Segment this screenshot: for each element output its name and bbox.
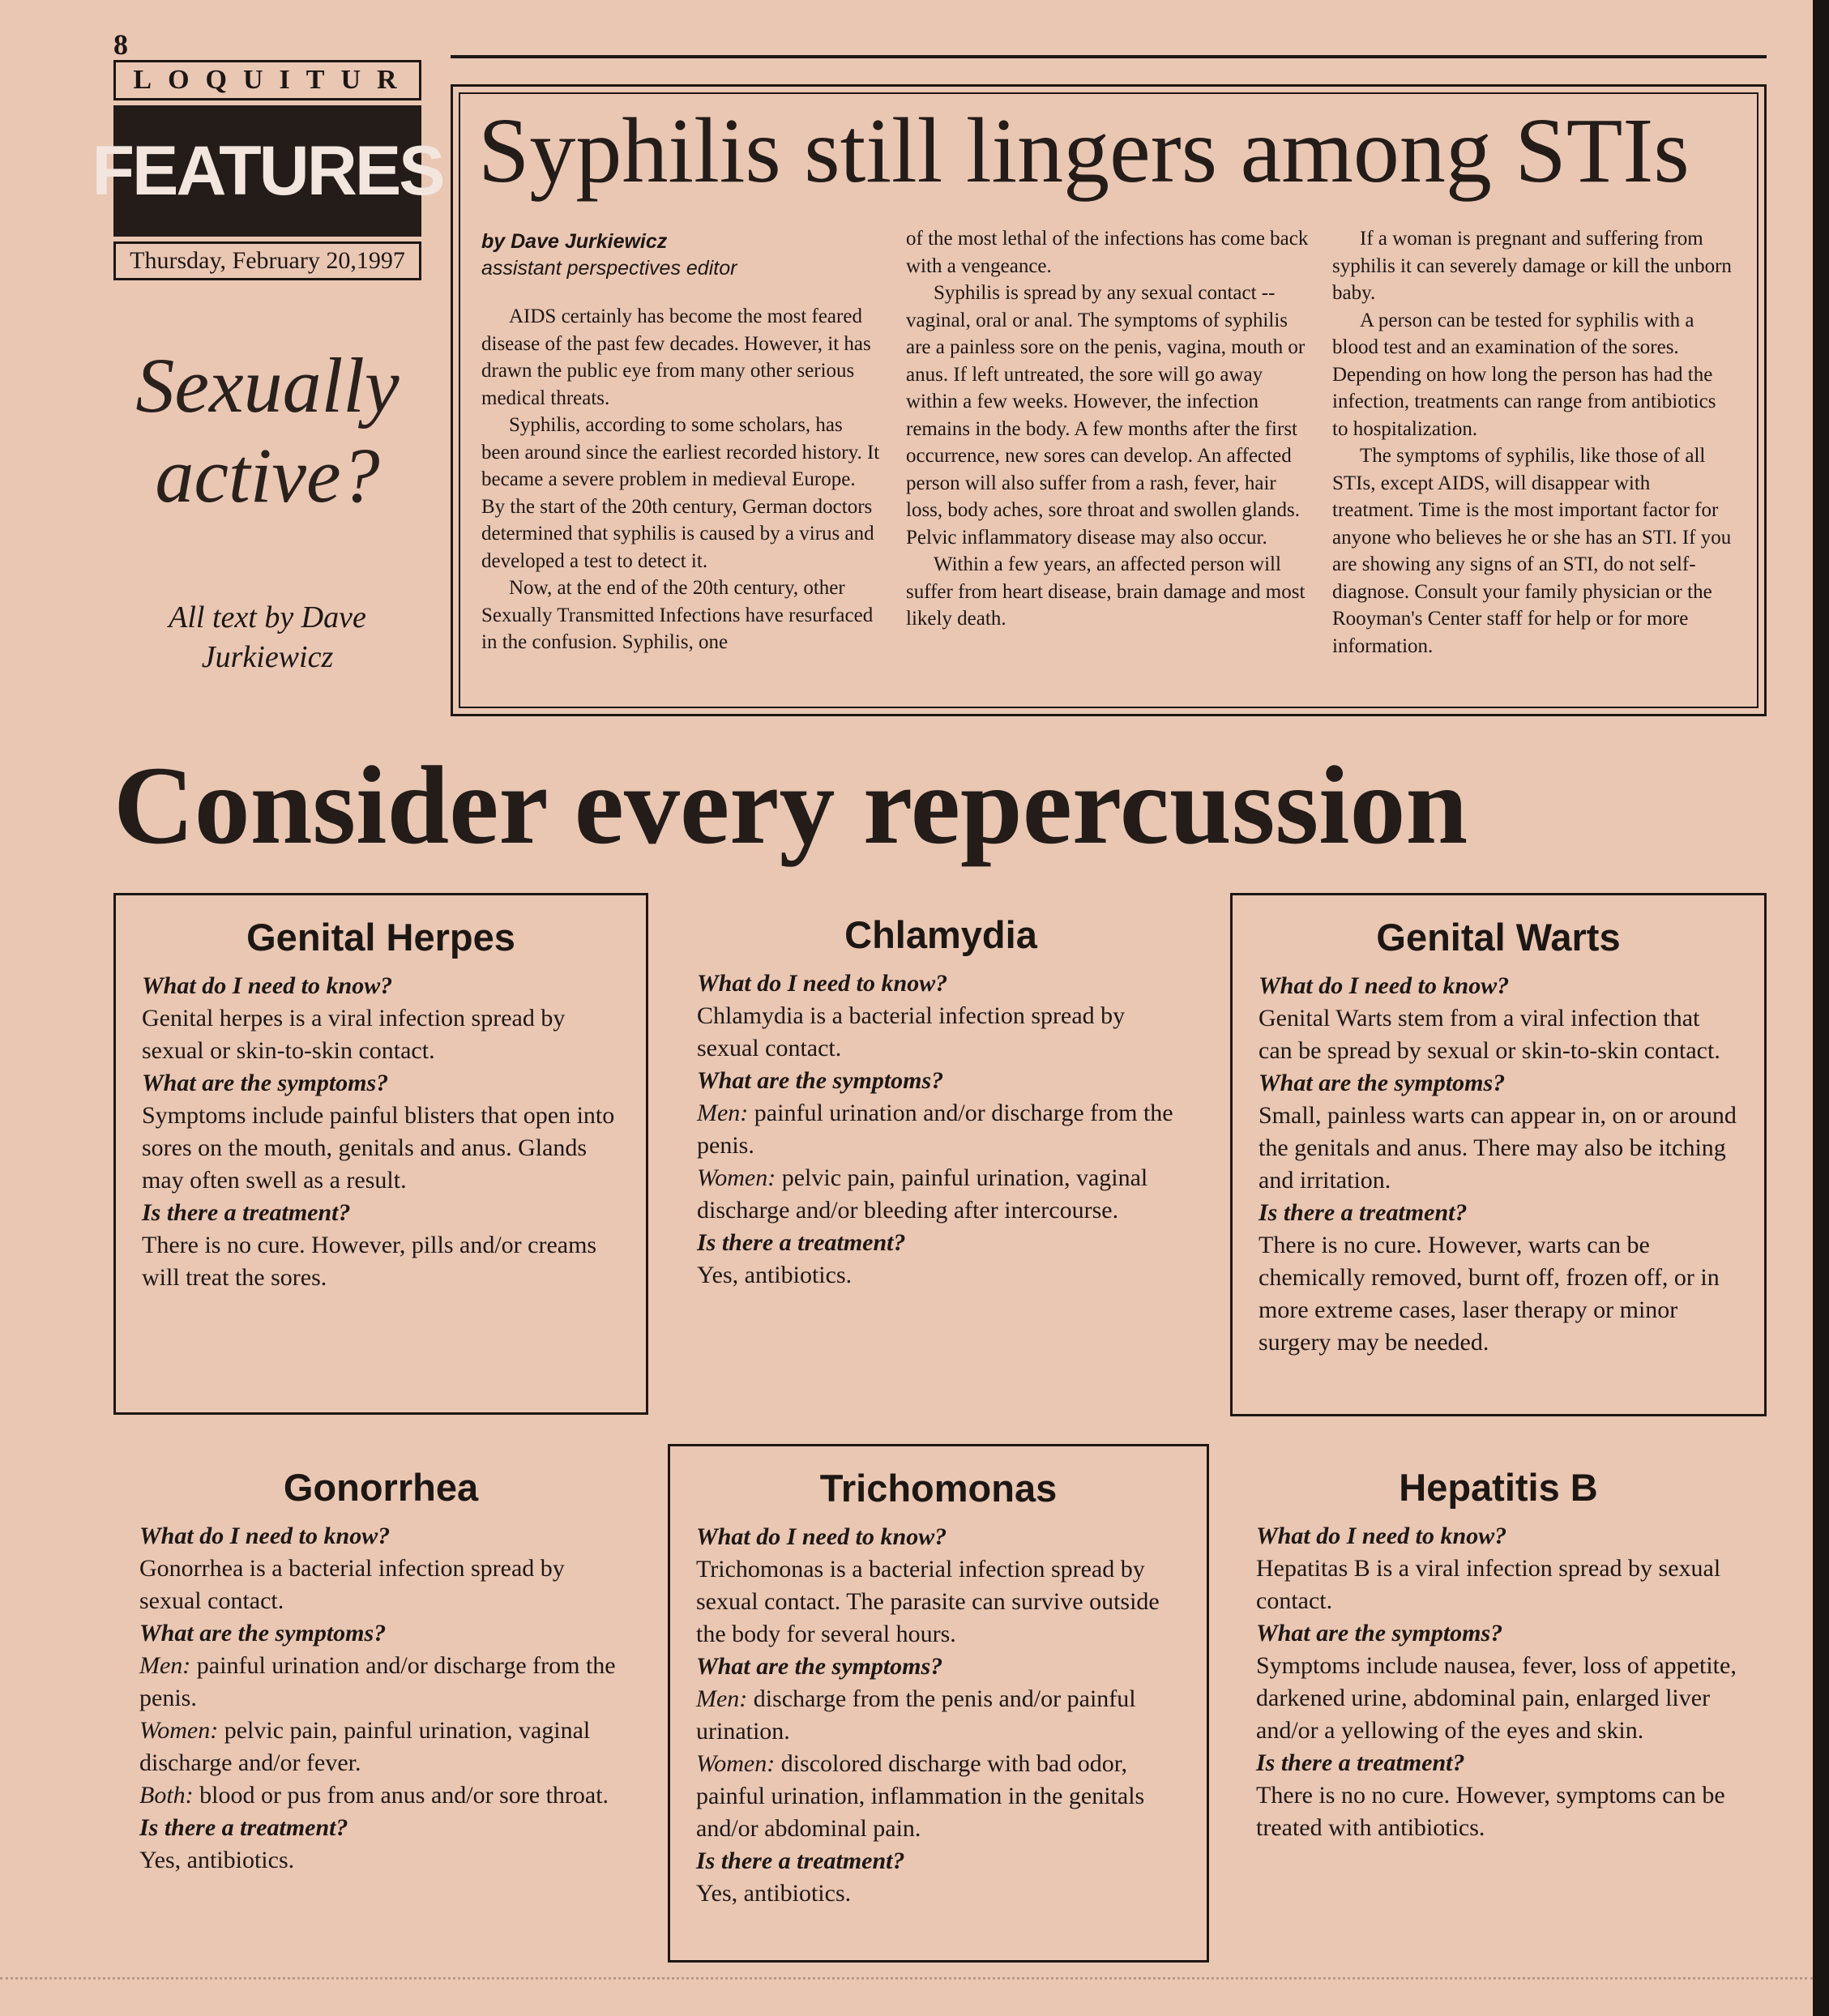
sti-text xyxy=(1259,970,1738,1359)
answer-treatment: There is no cure. However, pills and/or creams will treat the sores. xyxy=(142,1231,597,1291)
answer-women-text: pelvic pain, painful urination, vaginal discharge and/or bleeding after intercourse. xyxy=(697,1164,1148,1224)
issue-date: Thursday, February 20,1997 xyxy=(113,241,421,280)
answer-both-text: blood or pus from anus and/or sore throat. xyxy=(199,1781,609,1809)
answer-know: Trichomonas is a bacterial infection spread by sexual contact. The parasite can survive outside the body for several hours. xyxy=(696,1555,1160,1647)
author-name: by Dave Jurkiewicz xyxy=(481,230,668,253)
sti-text xyxy=(142,970,620,1294)
article-column-3 xyxy=(1332,225,1734,660)
sidebar-headline xyxy=(113,340,421,521)
sti-box-trichomonas xyxy=(668,1444,1209,1963)
answer-women xyxy=(139,1715,622,1779)
question-know: What do I need to know? xyxy=(696,1523,947,1550)
answer-men xyxy=(696,1683,1181,1748)
answer-women xyxy=(697,1162,1185,1227)
sti-box-chlamydia xyxy=(671,893,1211,1428)
article-byline xyxy=(481,229,737,281)
answer-treatment: Yes, antibiotics. xyxy=(696,1879,852,1907)
answer-symptoms: Symptoms include nausea, fever, loss of appetite, darkened urine, abdominal pain, enlarged liver and/or a yellowing of the eyes and skin. xyxy=(1256,1651,1737,1744)
answer-both xyxy=(139,1779,622,1812)
question-treatment: Is there a treatment? xyxy=(697,1228,906,1256)
question-know: What do I need to know? xyxy=(697,969,948,997)
question-symptoms: What are the symptoms? xyxy=(139,1619,387,1647)
page-number: 8 xyxy=(113,28,128,61)
page-edge-shadow xyxy=(1813,0,1829,2016)
article-headline: Syphilis still lingers among STIs xyxy=(478,99,1690,202)
answer-treatment: Yes, antibiotics. xyxy=(697,1261,853,1288)
sti-box-genital-warts xyxy=(1230,893,1767,1416)
answer-know: Genital Warts stem from a viral infection that can be spread by sexual or skin-to-skin contact. xyxy=(1259,1004,1720,1064)
sti-title: Gonorrhea xyxy=(283,1466,479,1509)
article-column-2 xyxy=(906,225,1313,633)
section-label: FEATURES xyxy=(113,105,421,237)
label-men: Men: xyxy=(139,1651,191,1679)
sti-box-gonorrhea xyxy=(113,1446,648,1916)
answer-men-text: painful urination and/or discharge from the penis. xyxy=(139,1651,616,1711)
answer-treatment: There is no no cure. However, symptoms can be treated with antibiotics. xyxy=(1256,1781,1725,1841)
question-symptoms: What are the symptoms? xyxy=(1256,1619,1503,1647)
article-paragraph: Syphilis is spread by any sexual contact -- vaginal, oral or anal. The symptoms of syphilis are a painless sore on the penis, vagina, mouth or anus. If left untreated, the sore will go away within a few weeks. However, the infection remains in the body. A few months after the first occurrence, new sores can develop. An affected person will also suffer from a rash, fever, hair loss, body aches, sore throat and swollen glands. Pelvic inflammatory disease may also occur. xyxy=(906,282,1306,549)
question-know: What do I need to know? xyxy=(1259,972,1510,999)
label-women: Women: xyxy=(697,1164,776,1191)
sidebar-headline-line2: active? xyxy=(155,432,380,519)
sti-title: Genital Herpes xyxy=(246,916,515,959)
article-paragraph: Within a few years, an affected person will suffer from heart disease, brain damage and most likely death. xyxy=(906,553,1306,630)
author-title: assistant perspectives editor xyxy=(481,256,737,280)
sti-title: Trichomonas xyxy=(819,1467,1058,1510)
sti-box-genital-herpes xyxy=(113,893,648,1415)
sti-text xyxy=(696,1521,1181,1910)
question-treatment: Is there a treatment? xyxy=(139,1813,348,1841)
answer-symptoms: Symptoms include painful blisters that open into sores on the mouth, genitals and anus. Glands may often swell as a result. xyxy=(142,1101,615,1194)
answer-know: Gonorrhea is a bacterial infection spread by sexual contact. xyxy=(139,1554,565,1614)
article-paragraph: AIDS certainly has become the most feared disease of the past few decades. However, it has drawn the public eye from many other serious medical threats. xyxy=(481,305,871,409)
answer-women xyxy=(696,1748,1181,1845)
answer-know: Chlamydia is a bacterial infection spread by sexual contact. xyxy=(697,1002,1126,1061)
sti-title: Genital Warts xyxy=(1376,916,1621,959)
question-treatment: Is there a treatment? xyxy=(1256,1749,1465,1776)
sidebar-byline xyxy=(113,598,421,678)
question-treatment: Is there a treatment? xyxy=(1259,1198,1468,1226)
label-women: Women: xyxy=(696,1749,776,1777)
label-men: Men: xyxy=(697,1099,749,1126)
answer-symptoms: Small, painless warts can appear in, on or around the genitals and anus. There may also be itching and irritation. xyxy=(1259,1101,1737,1194)
main-headline: Consider every repercussion xyxy=(113,743,1468,867)
answer-treatment: There is no cure. However, warts can be chemically removed, burnt off, frozen off, or in more extreme cases, laser therapy or minor surgery may be needed. xyxy=(1259,1231,1720,1356)
question-symptoms: What are the symptoms? xyxy=(696,1652,943,1680)
question-know: What do I need to know? xyxy=(142,972,393,999)
paper-name: LOQUITUR xyxy=(113,60,421,100)
answer-women-text: discolored discharge with bad odor, painful urination, inflammation in the genitals and/or abdominal pain. xyxy=(696,1749,1145,1842)
question-treatment: Is there a treatment? xyxy=(696,1847,905,1874)
question-symptoms: What are the symptoms? xyxy=(1259,1069,1506,1096)
answer-men xyxy=(697,1097,1185,1162)
answer-know: Hepatitas B is a viral infection spread by sexual contact. xyxy=(1256,1554,1721,1614)
question-treatment: Is there a treatment? xyxy=(142,1198,351,1226)
sti-box-hepatitis-b xyxy=(1230,1446,1767,1916)
question-know: What do I need to know? xyxy=(1256,1522,1507,1549)
sidebar-headline-line1: Sexually xyxy=(135,342,400,429)
article-paragraph: If a woman is pregnant and suffering from syphilis it can severely damage or kill the unborn baby. xyxy=(1332,228,1732,304)
question-know: What do I need to know? xyxy=(139,1522,391,1549)
sidebar-byline-line1: All text by Dave xyxy=(169,600,366,634)
label-women: Women: xyxy=(139,1716,219,1744)
answer-men-text: painful urination and/or discharge from the penis. xyxy=(697,1099,1173,1159)
answer-women-text: pelvic pain, painful urination, vaginal discharge and/or fever. xyxy=(139,1716,591,1776)
label-men: Men: xyxy=(696,1685,748,1712)
answer-know: Genital herpes is a viral infection spread by sexual or skin-to-skin contact. xyxy=(142,1004,566,1064)
question-symptoms: What are the symptoms? xyxy=(142,1069,389,1096)
article-paragraph: of the most lethal of the infections has come back with a vengeance. xyxy=(906,228,1309,277)
article-paragraph: Syphilis, according to some scholars, has been around since the earliest recorded history. It became a severe problem in medieval Europe. By the start of the 20th century, German doctors determined that syphilis is caused by a virus and developed a test to detect it. xyxy=(481,414,880,572)
sti-text xyxy=(1256,1520,1741,1844)
label-both: Both: xyxy=(139,1781,194,1809)
sti-text xyxy=(697,967,1185,1292)
answer-men xyxy=(139,1650,622,1715)
article-column-1 xyxy=(481,303,883,656)
sti-text xyxy=(139,1520,622,1877)
article-paragraph: The symptoms of syphilis, like those of all STIs, except AIDS, will disappear with treatment. Time is the most important factor for anyone who believes he or she has an STI. If you are showing any signs of an STI, do not self-diagnose. Consult your family physician or the Rooyman's Center staff for help or for more information. xyxy=(1332,445,1732,657)
sidebar-byline-line2: Jurkiewicz xyxy=(201,640,334,675)
answer-men-text: discharge from the penis and/or painful urination. xyxy=(696,1685,1136,1745)
bottom-dotted-rule xyxy=(0,1977,1813,1982)
sti-title: Chlamydia xyxy=(844,913,1037,956)
article-paragraph: Now, at the end of the 20th century, other Sexually Transmitted Infections have resurfaced in the confusion. Syphilis, one xyxy=(481,577,874,653)
sti-title: Hepatitis B xyxy=(1399,1466,1598,1509)
answer-treatment: Yes, antibiotics. xyxy=(139,1846,295,1873)
top-rule xyxy=(451,55,1767,58)
article-paragraph: A person can be tested for syphilis with a blood test and an examination of the sores. Depending on how long the person has had the infection, treatments can range from antibiotics to hospitalization. xyxy=(1332,309,1716,440)
question-symptoms: What are the symptoms? xyxy=(697,1066,944,1094)
